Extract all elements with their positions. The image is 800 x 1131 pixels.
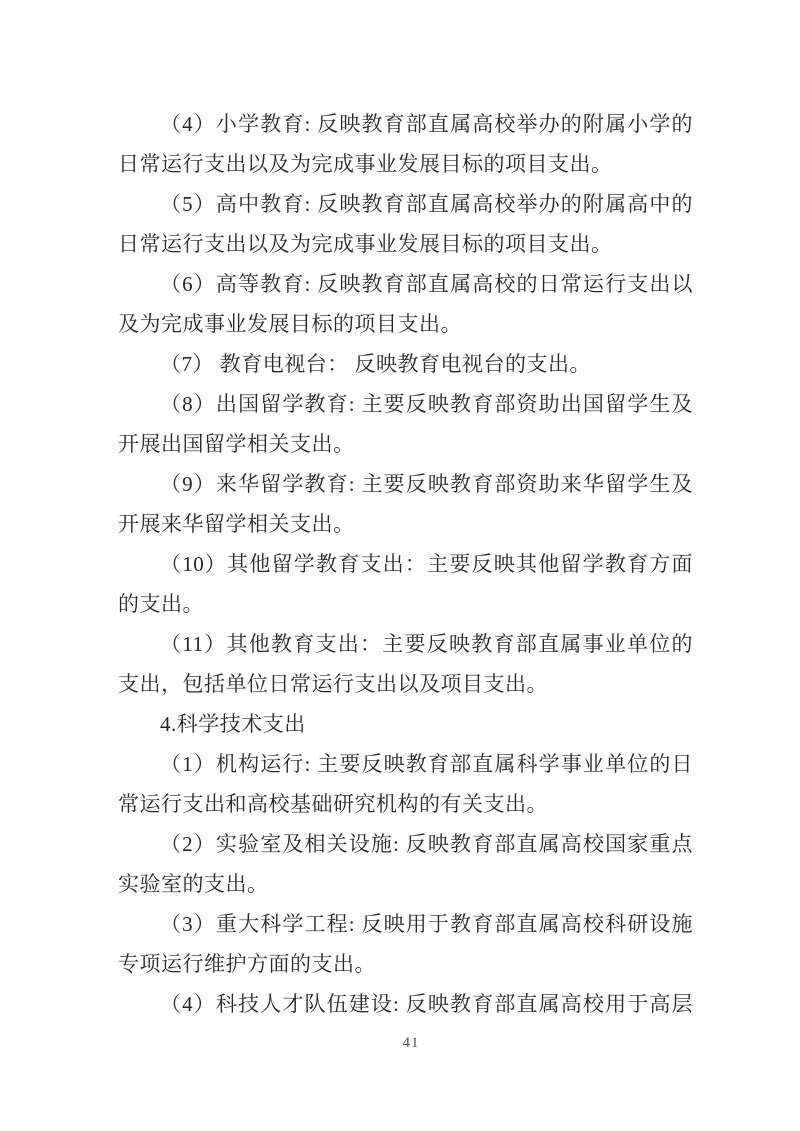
paragraph bbox=[118, 984, 693, 1024]
paragraph bbox=[118, 824, 693, 904]
text-line: 日常运行支出以及为完成事业发展目标的项目支出。 bbox=[118, 152, 613, 176]
text-line: 4.科学技术支出 bbox=[160, 712, 306, 736]
text-line: 及为完成事业发展目标的项目支出。 bbox=[118, 312, 462, 336]
paragraph bbox=[118, 384, 693, 464]
text-line: （7） 教育电视台： 反映教育电视台的支出。 bbox=[160, 352, 591, 376]
text-line: 常运行支出和高校基础研究机构的有关支出。 bbox=[118, 792, 548, 816]
text-line: （9）来华留学教育: 主要反映教育部资助来华留学生及 bbox=[160, 472, 693, 496]
text-line: 开展来华留学相关支出。 bbox=[118, 512, 355, 536]
text-line: （11）其他教育支出：主要反映教育部直属事业单位的 bbox=[160, 632, 693, 656]
paragraph bbox=[118, 704, 693, 744]
text-line: 支出，包括单位日常运行支出以及项目支出。 bbox=[118, 672, 548, 696]
text-line: （5）高中教育: 反映教育部直属高校举办的附属高中的 bbox=[160, 192, 693, 216]
paragraph bbox=[118, 544, 693, 624]
paragraph bbox=[118, 104, 693, 184]
text-line: （3）重大科学工程: 反映用于教育部直属高校科研设施 bbox=[160, 912, 693, 936]
text-line: （6）高等教育: 反映教育部直属高校的日常运行支出以 bbox=[160, 272, 693, 296]
text-line: （4）小学教育: 反映教育部直属高校举办的附属小学的 bbox=[160, 112, 693, 136]
paragraph bbox=[118, 904, 693, 984]
text-line: 专项运行维护方面的支出。 bbox=[118, 952, 376, 976]
paragraph bbox=[118, 744, 693, 824]
text-line: 日常运行支出以及为完成事业发展目标的项目支出。 bbox=[118, 232, 613, 256]
paragraph bbox=[118, 624, 693, 704]
text-line: （4）科技人才队伍建设: 反映教育部直属高校用于高层 bbox=[160, 992, 693, 1016]
text-line: （8）出国留学教育: 主要反映教育部资助出国留学生及 bbox=[160, 392, 693, 416]
text-line: 开展出国留学相关支出。 bbox=[118, 432, 355, 456]
text-line: 实验室的支出。 bbox=[118, 872, 269, 896]
text-line: （2）实验室及相关设施: 反映教育部直属高校国家重点 bbox=[160, 832, 693, 856]
paragraph bbox=[118, 264, 693, 344]
page-number: 41 bbox=[402, 1035, 420, 1051]
text-line: （1）机构运行: 主要反映教育部直属科学事业单位的日 bbox=[160, 752, 693, 776]
paragraph bbox=[118, 344, 693, 384]
paragraph bbox=[118, 184, 693, 264]
text-line: （10）其他留学教育支出：主要反映其他留学教育方面 bbox=[160, 552, 693, 576]
text-line: 的支出。 bbox=[118, 592, 204, 616]
document-body bbox=[118, 104, 693, 1024]
paragraph bbox=[118, 464, 693, 544]
